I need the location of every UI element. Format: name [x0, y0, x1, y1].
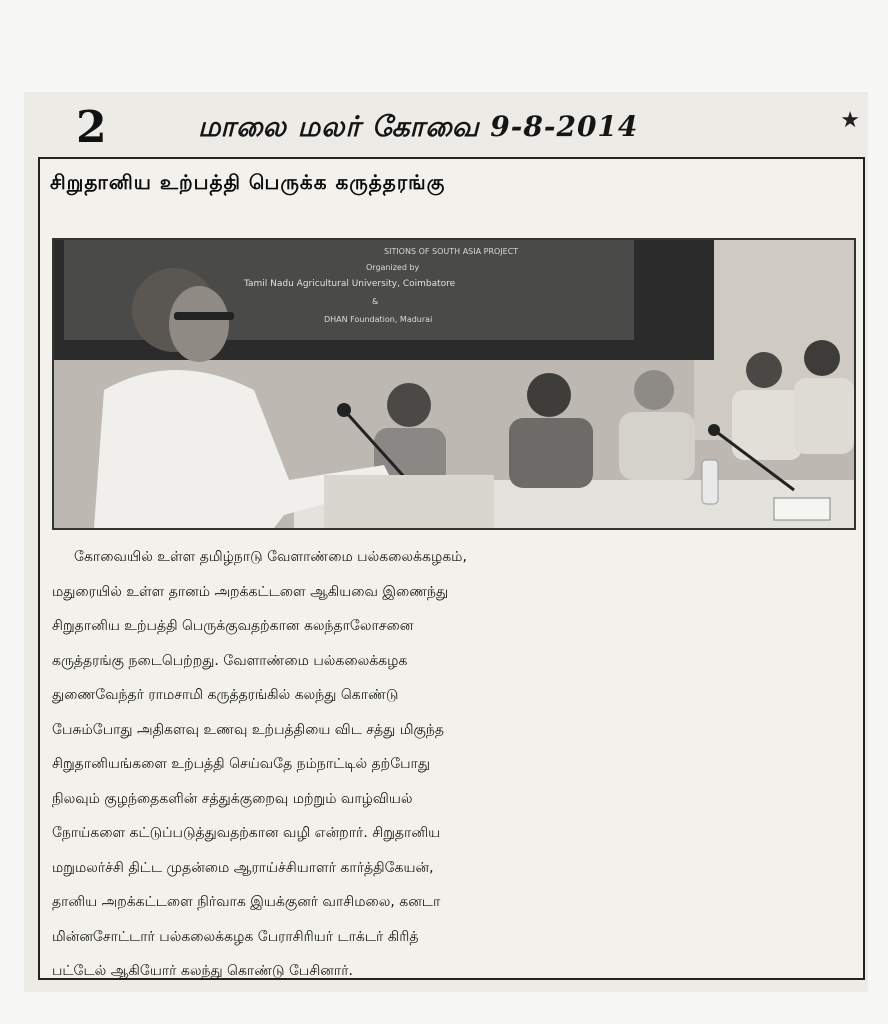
page-header — [48, 100, 860, 153]
article-line: மதுரையில் உள்ள தானம் அறக்கட்டளை ஆகியவை இணைந்து — [52, 583, 449, 600]
article-body — [52, 540, 856, 989]
article-line: சிறுதானியங்களை உற்பத்தி செய்வதே நம்நாட்டில் தற்போது — [52, 756, 431, 772]
banner-line-4: & — [372, 297, 379, 306]
star-icon: ★ — [840, 108, 860, 133]
article-line: மின்னசோட்டார் பல்கலைக்கழக பேராசிரியர் டாக்டர் கிரித் — [52, 928, 419, 945]
article-line: கோவையில் உள்ள தமிழ்நாடு வேளாண்மை பல்கலைக்கழகம், — [74, 549, 467, 565]
article-line: பட்டேல் ஆகியோர் கலந்து கொண்டு பேசினார். — [52, 963, 353, 979]
article-line: மறுமலர்ச்சி திட்ட முதன்மை ஆராய்ச்சியாளர் கார்த்திகேயன், — [52, 859, 434, 876]
article-line: பேசும்போது அதிகளவு உணவு உற்பத்தியை விட சத்து மிகுந்த — [52, 721, 445, 738]
article-line: நோய்களை கட்டுப்படுத்துவதற்கான வழி என்றார். சிறுதானிய — [52, 825, 441, 841]
article-line: தானிய அறக்கட்டளை நிர்வாக இயக்குனர் வாசிமலை, கனடா — [52, 894, 441, 910]
masthead: மாலை மலர் கோவை 9-8-2014 — [198, 110, 639, 143]
article-line: நிலவும் குழந்தைகளின் சத்துக்குறைவு மற்றும் வாழ்வியல் — [52, 790, 413, 807]
page-number: 2 — [76, 102, 107, 153]
article-photo — [52, 238, 856, 530]
article-line: கருத்தரங்கு நடைபெற்றது. வேளாண்மை பல்கலைக்கழக — [52, 652, 408, 669]
banner-line-2: Organized by — [366, 263, 420, 272]
article-headline: சிறுதானிய உற்பத்தி பெருக்க கருத்தரங்கு — [50, 170, 446, 194]
banner-line-1: SITIONS OF SOUTH ASIA PROJECT — [384, 247, 519, 256]
banner-line-5: DHAN Foundation, Madurai — [324, 315, 433, 324]
article-line: துணைவேந்தர் ராமசாமி கருத்தரங்கில் கலந்து கொண்டு — [52, 687, 399, 703]
article-line: சிறுதானிய உற்பத்தி பெருக்குவதற்கான கலந்தாலோசனை — [52, 618, 414, 634]
banner-line-3: Tamil Nadu Agricultural University, Coimbatore — [244, 279, 456, 289]
